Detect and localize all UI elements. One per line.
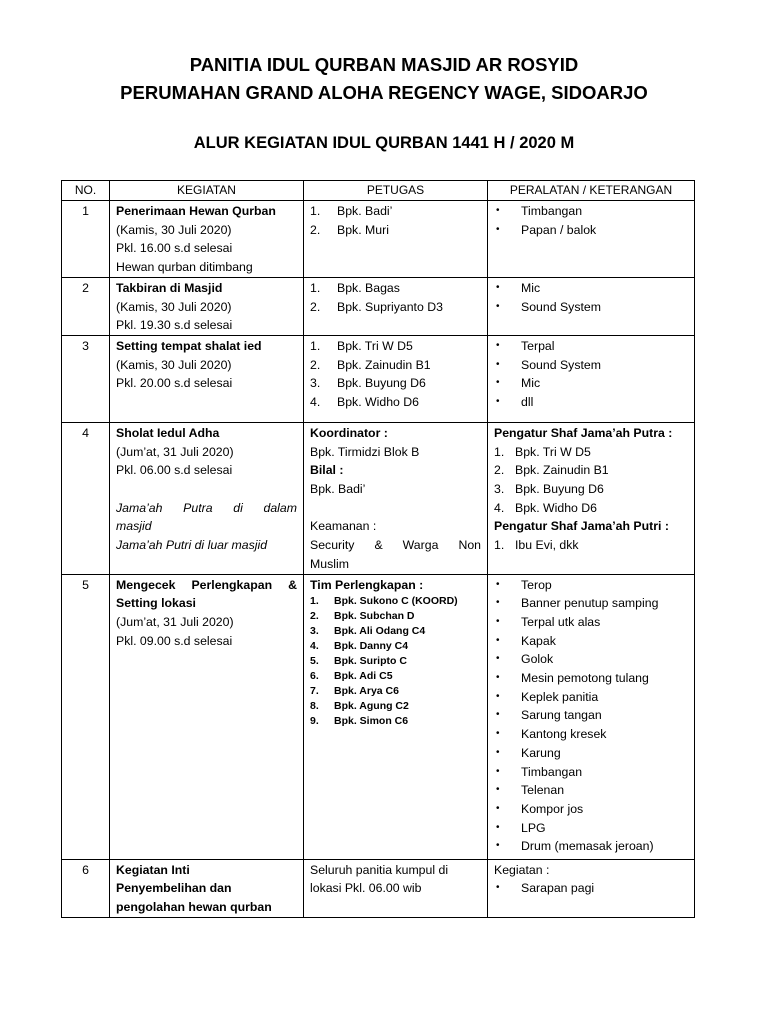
petugas-cell [304, 277, 488, 335]
activity-date: (Jum’at, 31 Juli 2020) [116, 444, 234, 459]
security-names-end: Muslim [310, 556, 349, 571]
activity-time: Pkl. 06.00 s.d selesai [116, 463, 233, 478]
activity-title: Mengecek Perlengkapan & [116, 577, 297, 592]
list-item: 4. Bpk. Danny C4 [310, 640, 409, 653]
row-number: 3 [62, 335, 110, 422]
list-item: • Terpal [494, 337, 688, 356]
list-item: • Sound System [494, 356, 688, 375]
row-number: 6 [62, 859, 110, 917]
list-item: 2. Bpk. Subchan D [310, 610, 415, 623]
peralatan-cell [488, 859, 695, 917]
list-item: 2. Bpk. Muri [310, 222, 389, 237]
bullet-icon: • [496, 377, 500, 389]
activity-date: (Kamis, 30 Juli 2020) [116, 357, 232, 372]
list-item: • Sarung tangan [494, 706, 688, 725]
list-item: 1. Bpk. Badi’ [310, 204, 393, 218]
list-item: • Kapak [494, 632, 688, 651]
bullet-icon: • [496, 709, 500, 721]
bullet-icon: • [496, 765, 500, 777]
table-row [62, 859, 695, 917]
list-item: • Mesin pemotong tulang [494, 669, 688, 688]
petugas-cell [304, 574, 488, 859]
activity-title-cont: Setting lokasi [116, 596, 196, 611]
activity-title: pengolahan hewan qurban [116, 899, 272, 914]
list-item: 1. Bpk. Tri W D5 [310, 338, 413, 353]
bullet-icon: • [496, 396, 500, 408]
kegiatan-cell [110, 201, 304, 278]
list-item: • Kantong kresek [494, 725, 688, 744]
list-item: • Terpal utk alas [494, 613, 688, 632]
activity-note: Jama’ah Putra di dalam [116, 500, 297, 515]
list-item: • Sarapan pagi [494, 879, 688, 898]
bullet-icon: • [496, 578, 500, 590]
list-item: • Banner penutup samping [494, 594, 688, 613]
bullet-icon: • [496, 690, 500, 702]
kegiatan-cell [110, 335, 304, 422]
column-header-no: NO. [62, 181, 110, 201]
list-item: • Kompor jos [494, 800, 688, 819]
bullet-icon: • [496, 205, 500, 216]
list-item: • Terop [494, 576, 688, 595]
column-header-kegiatan: KEGIATAN [110, 181, 304, 201]
bullet-icon: • [496, 615, 500, 627]
kegiatan-cell [110, 859, 304, 917]
petugas-cell [304, 859, 488, 917]
list-item: • Telenan [494, 781, 688, 800]
list-item: 4. Bpk. Widho D6 [494, 500, 598, 515]
bullet-icon: • [496, 634, 500, 646]
bullet-icon: • [496, 358, 500, 370]
peralatan-cell [488, 335, 695, 422]
list-item: 8. Bpk. Agung C2 [310, 700, 409, 713]
list-item: 1. Bpk. Tri W D5 [494, 444, 591, 459]
bullet-icon: • [496, 339, 500, 351]
activity-date: (Jum’at, 31 Juli 2020) [116, 614, 234, 629]
table-row [62, 335, 695, 422]
bullet-icon: • [496, 882, 500, 894]
list-item: 6. Bpk. Adi C5 [310, 670, 393, 683]
bullet-icon: • [496, 784, 500, 796]
activity-time: Pkl. 09.00 s.d selesai [116, 633, 233, 648]
activity-time: Pkl. 19.30 s.d selesai [116, 318, 233, 333]
row-number: 5 [62, 574, 110, 859]
kegiatan-cell [110, 277, 304, 335]
table-row [62, 574, 695, 859]
list-item: 7. Bpk. Arya C6 [310, 685, 399, 698]
activity-time: Pkl. 20.00 s.d selesai [116, 376, 233, 391]
bullet-icon: • [496, 653, 500, 665]
activity-title: Setting tempat shalat ied [116, 338, 262, 353]
kegiatan-cell [110, 574, 304, 859]
bullet-icon: • [496, 821, 500, 833]
table-row [62, 422, 695, 574]
list-item: 9. Bpk. Simon C6 [310, 715, 409, 728]
bullet-icon: • [496, 728, 500, 740]
list-item: • Papan / balok [494, 221, 688, 240]
petugas-note: Seluruh panitia kumpul di [310, 862, 449, 877]
shaf-putri-label: Pengatur Shaf Jama’ah Putri : [494, 519, 669, 534]
kegiatan-label: Kegiatan : [494, 862, 550, 877]
kegiatan-cell [110, 422, 304, 574]
list-item: • Golok [494, 650, 688, 669]
bullet-icon: • [496, 597, 500, 609]
schedule-title: ALUR KEGIATAN IDUL QURBAN 1441 H / 2020 M [193, 134, 575, 152]
bullet-icon: • [496, 223, 500, 235]
list-item: 3. Bpk. Buyung D6 [310, 376, 426, 391]
list-item: • Timbangan [494, 763, 688, 782]
activity-note: masjid [116, 519, 152, 534]
list-item: • Mic [494, 374, 688, 393]
activity-note: Hewan qurban ditimbang [116, 260, 253, 275]
activity-note: Jama’ah Putri di luar masjid [116, 538, 268, 553]
location-title: PERUMAHAN GRAND ALOHA REGENCY WAGE, SIDOARJO [120, 82, 648, 103]
list-item: • Mic [494, 279, 688, 298]
list-item: 4. Bpk. Widho D6 [310, 395, 420, 410]
peralatan-cell [488, 422, 695, 574]
peralatan-cell [488, 574, 695, 859]
row-number: 1 [62, 201, 110, 278]
bullet-icon: • [496, 281, 500, 293]
row-number: 2 [62, 277, 110, 335]
list-item: • Timbangan [494, 202, 688, 221]
list-item: • Drum (memasak jeroan) [494, 837, 688, 856]
activity-time: Pkl. 16.00 s.d selesai [116, 241, 233, 256]
activity-date: (Kamis, 30 Juli 2020) [116, 299, 232, 314]
committee-title: PANITIA IDUL QURBAN MASJID AR ROSYID [189, 54, 579, 75]
peralatan-cell [488, 201, 695, 278]
list-item: 1. Bpk. Sukono C (KOORD) [310, 595, 458, 608]
coordinator-label: Koordinator : [310, 425, 388, 440]
activity-title: Sholat Iedul Adha [116, 425, 220, 440]
activity-title: Kegiatan Inti [116, 862, 190, 877]
list-item: 3. Bpk. Ali Odang C4 [310, 625, 426, 638]
petugas-cell [304, 422, 488, 574]
list-item: 2. Bpk. Zainudin B1 [310, 357, 431, 372]
table-row [62, 201, 695, 278]
bullet-icon: • [496, 746, 500, 758]
list-item: 5. Bpk. Suripto C [310, 655, 407, 668]
list-item: 1. Ibu Evi, dkk [494, 538, 579, 553]
column-header-petugas: PETUGAS [304, 181, 488, 201]
bilal-name: Bpk. Badi’ [310, 482, 366, 497]
peralatan-cell [488, 277, 695, 335]
bullet-icon: • [496, 802, 500, 814]
petugas-cell [304, 201, 488, 278]
list-item: 1. Bpk. Bagas [310, 280, 400, 295]
activity-date: (Kamis, 30 Juli 2020) [116, 222, 232, 237]
table-header-row [62, 181, 695, 201]
petugas-cell [304, 335, 488, 422]
column-header-peralatan: PERALATAN / KETERANGAN [488, 181, 695, 201]
security-label: Keamanan : [310, 519, 377, 534]
list-item: • Keplek panitia [494, 688, 688, 707]
list-item: • Sound System [494, 298, 688, 317]
activity-title: Penerimaan Hewan Qurban [116, 204, 276, 218]
activity-title: Penyembelihan dan [116, 881, 232, 896]
table-row [62, 277, 695, 335]
bilal-label: Bilal : [310, 463, 344, 478]
bullet-icon: • [496, 300, 500, 312]
list-item: 3. Bpk. Buyung D6 [494, 482, 604, 497]
list-item: • Karung [494, 744, 688, 763]
list-item: 2. Bpk. Supriyanto D3 [310, 299, 443, 314]
bullet-icon: • [496, 672, 500, 684]
coordinator-name: Bpk. Tirmidzi Blok B [310, 444, 420, 459]
list-item: • dll [494, 393, 688, 412]
team-label: Tim Perlengkapan : [310, 577, 424, 592]
list-item: 2. Bpk. Zainudin B1 [494, 463, 609, 478]
security-names: Security & Warga Non [310, 538, 481, 553]
activity-title: Takbiran di Masjid [116, 280, 223, 295]
shaf-putra-label: Pengatur Shaf Jama’ah Putra : [494, 425, 673, 440]
bullet-icon: • [496, 840, 500, 852]
petugas-note: lokasi Pkl. 06.00 wib [310, 881, 422, 896]
schedule-table [61, 180, 695, 918]
list-item: • LPG [494, 819, 688, 838]
row-number: 4 [62, 422, 110, 574]
